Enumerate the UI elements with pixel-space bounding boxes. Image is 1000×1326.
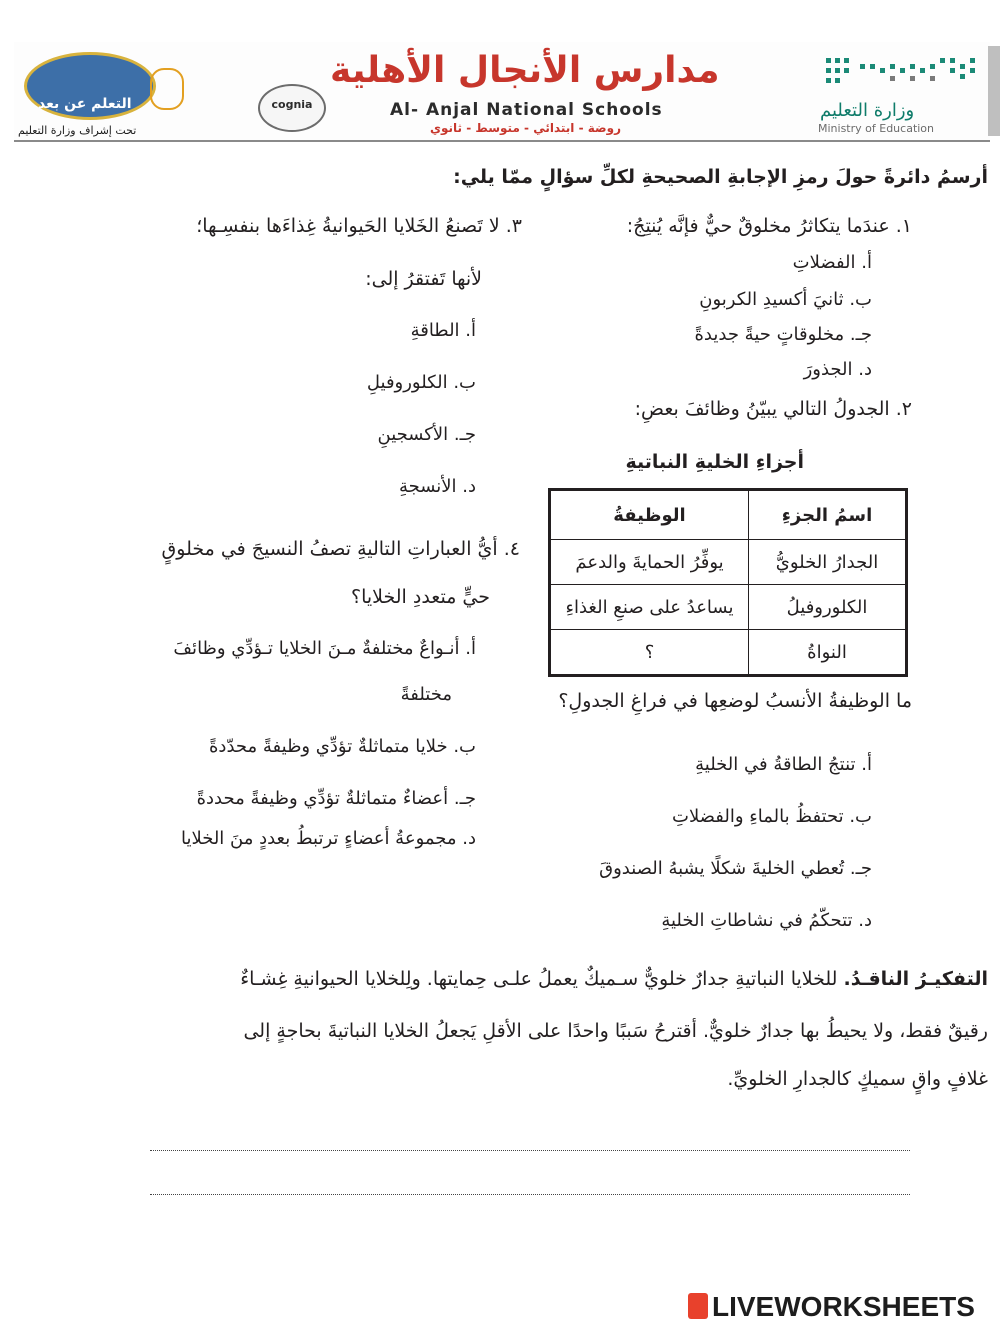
q2-option-b[interactable]: ب. تحتفظُ بالماءِ والفضلاتِ: [672, 806, 872, 827]
liveworksheets-icon: [688, 1293, 708, 1319]
q3-option-d[interactable]: د. الأنسجةِ: [398, 476, 476, 497]
question-2-text: ٢. الجدولُ التالي يبيّنُ وظائفَ بعضِ:: [634, 398, 912, 420]
q4-option-c[interactable]: جـ. أعضاءٌ متماثلةٌ تؤدِّي وظيفةً محددةً: [196, 788, 476, 809]
table-row: [550, 540, 907, 585]
header-part-name: اسمُ الجزءِ: [749, 490, 907, 540]
q4-option-b[interactable]: ب. خلايا متماثلةٌ تؤدِّي وظيفةً محدّدةً: [209, 736, 476, 757]
instruction-text: أرسمُ دائرةً حولَ رمزِ الإجابةِ الصحيحةِ لكلِّ سؤالٍ ممّا يلي:: [453, 166, 988, 188]
q1-option-b[interactable]: ب. ثانيَ أكسيدِ الكربونِ: [699, 289, 872, 310]
table-cell-part: النواةُ: [749, 630, 907, 676]
question-4-text-continued: حيٍّ متعددِ الخلايا؟: [350, 586, 490, 608]
q3-option-c[interactable]: جـ. الأكسجينِ: [377, 424, 476, 445]
table-row: [550, 630, 907, 676]
critical-thinking-line-2: رقيقٌ فقط، ولا يحيطُ بها جدارٌ خلويٌّ. أقترحُ سَببًا واحدًا على الأقلِ يَجعلُ الخلايا النباتيةَ بحاجةٍ إلى: [243, 1020, 988, 1042]
ministry-name-arabic: وزارة التعليم: [820, 100, 915, 121]
answer-line-2[interactable]: [150, 1194, 910, 1195]
question-2-prompt: ما الوظيفةُ الأنسبُ لوضعِها في فراغِ الجدولِ؟: [558, 690, 912, 712]
critical-thinking-label: التفكيـرُ الناقـدُ.: [843, 968, 988, 990]
header-divider: [14, 140, 990, 142]
critical-thinking-text-1: للخلايا النباتيةِ جدارٌ خلويٌّ سـميكٌ يعملُ علـى حِمايتها. ولِلخلايا الحيوانيةِ غِشـاءٌ: [240, 968, 838, 990]
table-row: [550, 585, 907, 630]
question-3-text: ٣. لا تَصنعُ الخَلايا الحَيوانيةُ غِذاءَها بنفسِـها؛: [196, 215, 522, 237]
critical-thinking-line-1: [240, 968, 988, 990]
q4-option-d[interactable]: د. مجموعةُ أعضاءٍ ترتبطُ بعددٍ منَ الخلايا: [180, 828, 476, 849]
cell-parts-table: [548, 488, 908, 677]
supervision-label: تحت إشراف وزارة التعليم: [18, 124, 137, 137]
q3-option-a[interactable]: أ. الطاقةِ: [410, 320, 476, 341]
ministry-name-english: Ministry of Education: [818, 122, 935, 135]
q1-option-d[interactable]: د. الجذورَ: [803, 359, 872, 380]
q3-option-b[interactable]: ب. الكلوروفيلِ: [366, 372, 476, 393]
q1-option-a[interactable]: أ. الفضلاتِ: [792, 252, 872, 273]
table-cell-part: الكلوروفيلُ: [749, 585, 907, 630]
q4-option-a[interactable]: أ. أنـواعٌ مختلفةٌ مـنَ الخلايا تـؤدِّي وظائفَ: [173, 638, 476, 659]
question-3-text-continued: لأنها تَفتقرُ إلى:: [365, 268, 482, 290]
table-cell-function: يوفِّرُ الحمايةَ والدعمَ: [550, 540, 749, 585]
school-stages: روضة - ابتدائي - متوسط - ثانوي: [430, 121, 621, 135]
table-cell-blank: ؟: [550, 630, 749, 676]
school-name-english: Al- Anjal National Schools: [390, 100, 663, 120]
remote-learning-label: التعلم عن بعد: [38, 96, 132, 112]
q1-option-c[interactable]: جـ. مخلوقاتٍ حيةً جديدةً: [694, 324, 872, 345]
q2-option-d[interactable]: د. تتحكّمُ في نشاطاتِ الخليةِ: [661, 910, 872, 931]
q2-option-a[interactable]: أ. تنتجُ الطاقةُ في الخليةِ: [695, 754, 872, 775]
table-title: أجزاءِ الخليةِ النباتيةِ: [625, 451, 804, 473]
scrollbar-edge: [988, 46, 1000, 136]
critical-thinking-line-3: غلافٍ واقٍ سميكٍ كالجدارِ الخلويِّ.: [727, 1068, 988, 1090]
mouse-icon: [150, 68, 184, 110]
question-1-text: ١. عندَما يتكاثرُ مخلوقٌ حيٌّ فإنَّه يُنتِجُ:: [626, 215, 912, 237]
header-function: الوظيفةُ: [550, 490, 749, 540]
school-name-arabic: مدارس الأنجال الأهلية: [330, 50, 720, 91]
table-header-row: [550, 490, 907, 540]
table-cell-part: الجدارُ الخلويُّ: [749, 540, 907, 585]
cognia-label: cognia: [271, 98, 313, 111]
q2-option-c[interactable]: جـ. تُعطي الخليةَ شكلًا يشبهُ الصندوقَ: [599, 858, 872, 879]
ministry-logo-icon: [826, 54, 976, 88]
q4-option-a-continued[interactable]: مختلفةً: [400, 684, 452, 705]
table-cell-function: يساعدُ على صنعِ الغذاءِ: [550, 585, 749, 630]
answer-line-1[interactable]: [150, 1150, 910, 1151]
question-4-text: ٤. أيُّ العباراتِ التاليةِ تصفُ النسيجَ في مخلوقٍ: [161, 538, 520, 560]
liveworksheets-logo: LIVEWORKSHEETS: [712, 1291, 975, 1322]
